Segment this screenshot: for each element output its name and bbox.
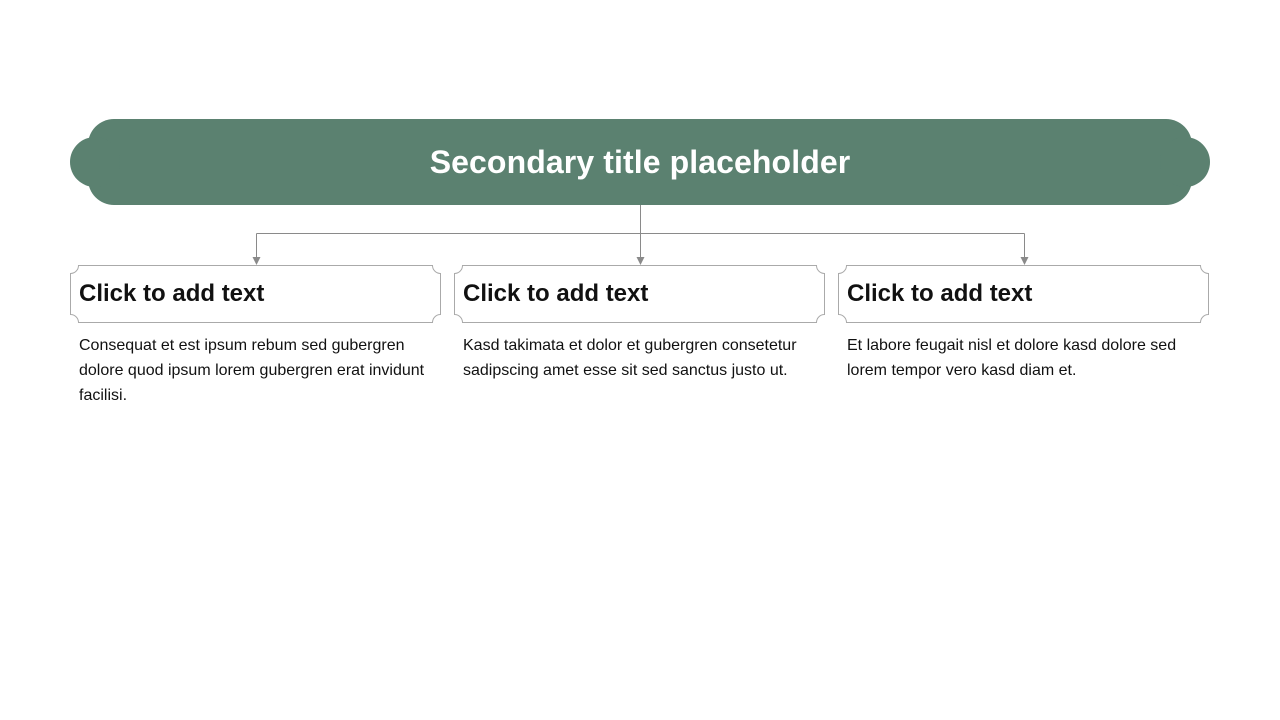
item-body-2[interactable]: Kasd takimata et dolor et gubergren consetetur sadipscing amet esse sit sed sanctus justo ut. [463, 337, 797, 379]
item-heading-2[interactable]: Click to add text [463, 280, 649, 307]
item-body-3[interactable]: Et labore feugait nisl et dolore kasd dolore sed lorem tempor vero kasd diam et. [847, 337, 1177, 379]
item-body-1[interactable]: Consequat et est ipsum rebum sed gubergren dolore quod ipsum lorem gubergren erat invidunt facilisi. [79, 337, 425, 404]
item-heading-3[interactable]: Click to add text [847, 280, 1033, 307]
slide-title[interactable]: Secondary title placeholder [429, 143, 851, 180]
connectors [257, 205, 1025, 264]
item-heading-1[interactable]: Click to add text [79, 280, 265, 307]
